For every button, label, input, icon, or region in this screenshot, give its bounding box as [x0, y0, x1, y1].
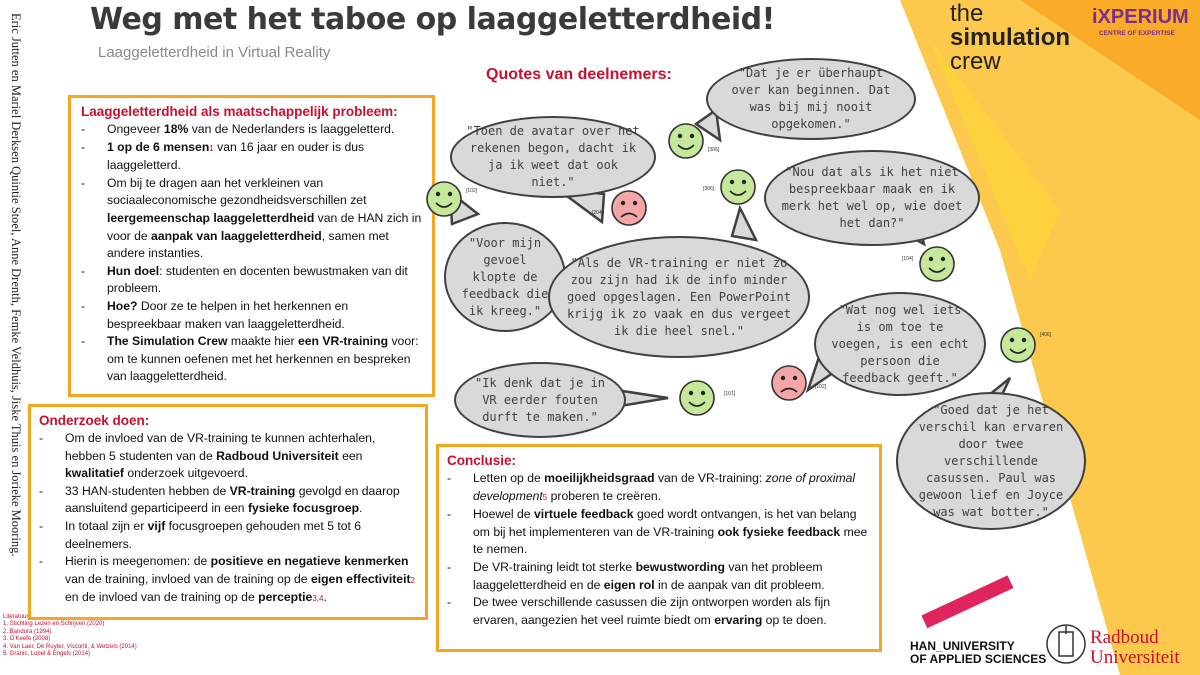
list-item: - In totaal zijn er vijf focusgroepen gehouden met 5 tot 6 deelnemers.	[39, 518, 419, 553]
page-subtitle: Laaggeletterdheid in Virtual Reality	[98, 44, 331, 61]
list-item: - The Simulation Crew maakte hier een VR-training voor: om te kunnen oefenen met het herkennen en bespreken van laaggeletterdheid.	[81, 333, 426, 386]
list-item: - Letten op de moeilijkheidsgraad van de VR-training: zone of proximal development5 proberen te creëren.	[447, 470, 873, 506]
han-line-2: OF APPLIED SCIENCES	[910, 652, 1047, 666]
literature-heading: Literatuur:	[3, 614, 31, 620]
list-item: - 1 op de 6 mensen1 van 16 jaar en ouder is dus laaggeletterd.	[81, 139, 426, 175]
participant-ref: [104]	[902, 256, 914, 262]
smiley-happy-icon	[721, 170, 755, 204]
research-heading: Onderzoek doen:	[39, 413, 150, 428]
sim-line-2: simulation	[950, 24, 1071, 51]
sim-line-3: crew	[950, 48, 1001, 75]
participant-ref: [102]	[466, 188, 478, 194]
literature-list	[3, 614, 137, 658]
participant-ref: [306]	[708, 147, 720, 153]
quote-bubble-2: "Dat je er überhaupt over kan beginnen. Dat was bij mij nooit opgekomen."	[706, 58, 916, 140]
quote-bubble-6: "Wat nog wel iets is om toe te voegen, is een echt persoon die feedback geeft."	[814, 292, 986, 396]
list-item: - 33 HAN-studenten hebben de VR-training gevolgd en daarop aansluitend geparticipeerd in een fysieke focusgroep.	[39, 483, 419, 518]
smiley-happy-icon	[669, 124, 703, 158]
list-item: - Hoewel de virtuele feedback goed wordt ontvangen, is het van belang om bij het implementeren van de VR-training ook fysieke feedback mee te nemen.	[447, 506, 873, 559]
radboud-line-2: Universiteit	[1090, 647, 1180, 668]
literature-item: 5. Granic, Lobel & Engels (2014)	[3, 651, 91, 658]
literature-item: 3. O'Keefe (2008)	[3, 636, 51, 643]
smiley-sad-icon	[612, 191, 646, 225]
list-item: - Om de invloed van de VR-training te kunnen achterhalen, hebben 5 studenten van de Radboud Universiteit een kwalitatief onderzoek uitgevoerd.	[39, 430, 419, 483]
smiley-happy-icon	[1001, 328, 1035, 362]
quote-bubble-1: "Toen de avatar over het rekenen begon, dacht ik ja ik weet dat ook niet."	[450, 116, 656, 198]
quote-bubble-4: "Voor mijn gevoel klopte de feedback die ik kreeg."	[444, 222, 566, 332]
smiley-happy-icon	[680, 381, 714, 415]
participant-ref: [101]	[724, 391, 736, 397]
list-item: - Hun doel: studenten en docenten bewustmaken van dit probleem.	[81, 263, 426, 298]
authors: Eric Jutten en Mariel Derksen Quintie Stoel, Anne Drenth, Femke Veldhuis, Jiske Thuis en Jorieke Mooring.	[9, 13, 23, 557]
literature-item: 1. Stichting Lezen en Schrijven (2020)	[3, 621, 105, 628]
quote-bubble-8: "Goed dat je het verschil kan ervaren door twee verschillende casussen. Paul was gewoon lief en Joyce was wat botter."	[896, 392, 1086, 530]
list-item: - Om bij te dragen aan het verkleinen van sociaaleconomische gezondheidsverschillen zet leergemeenschap laaggeletterdheid van de HAN zich in voor de aanpak van laaggeletterdheid, samen met andere instanties.	[81, 175, 426, 263]
list-item: - Hoe? Door ze te helpen in het herkennen en bespreekbaar maken van laaggeletterdheid.	[81, 298, 426, 333]
radboud-logo	[1090, 628, 1180, 668]
page-title: Weg met het taboe op laaggeletterdheid!	[90, 2, 775, 37]
literature-item: 4. Van Laer, De Ruyter, Visconti, & Wetzels (2014)	[3, 643, 137, 650]
quote-bubble-3: "Nou dat als ik het niet bespreekbaar maak en ik merk het wel op, wie doet het dan?"	[764, 150, 980, 246]
literature-item: 2. Bandura (1994)	[3, 628, 52, 635]
smiley-sad-icon	[772, 366, 806, 400]
participant-ref: [306]	[703, 186, 715, 192]
problem-heading: Laaggeletterdheid als maatschappelijk probleem:	[81, 104, 398, 119]
list-item: - De VR-training leidt tot sterke bewustwording van het probleem laaggeletterdheid en de eigen rol in de aanpak van dit probleem.	[447, 559, 873, 594]
quote-bubble-5: "Als de VR-training er niet zo zou zijn had ik de info minder goed opgeslagen. Een PowerPoint krijg ik zo vaak en dus vergeet ik die heel snel."	[548, 236, 810, 358]
han-line-1: HAN_UNIVERSITY	[910, 639, 1015, 653]
smiley-happy-icon	[427, 182, 461, 216]
list-item: - De twee verschillende casussen die zijn ontworpen worden als fijn ervaren, aangezien het veel ruimte biedt om ervaring op te doen.	[447, 594, 873, 629]
participant-ref: [102]	[815, 384, 827, 390]
conclusion-heading: Conclusie:	[447, 453, 517, 468]
sim-line-1: the	[950, 0, 984, 27]
radboud-line-1: Radboud	[1090, 627, 1159, 648]
quotes-title: Quotes van deelnemers:	[486, 66, 672, 83]
quote-bubble-7: "Ik denk dat je in VR eerder fouten durft te maken."	[454, 362, 626, 438]
radboud-seal-icon	[1046, 618, 1086, 670]
iperium-logo: iXPERIUM	[1092, 6, 1189, 28]
participant-ref: [204]	[592, 210, 604, 216]
iperium-subtitle: CENTRE OF EXPERTISE	[1099, 30, 1175, 37]
participant-ref: [406]	[1040, 332, 1052, 338]
list-item: - Hierin is meegenomen: de positieve en negatieve kenmerken van de training, invloed van de training op de eigen effectiviteit2 en de invloed van de training op de perceptie3,4.	[39, 553, 419, 608]
smiley-happy-icon	[920, 247, 954, 281]
han-logo	[910, 640, 1046, 666]
list-item: - Ongeveer 18% van de Nederlanders is laaggeletterd.	[81, 121, 426, 139]
